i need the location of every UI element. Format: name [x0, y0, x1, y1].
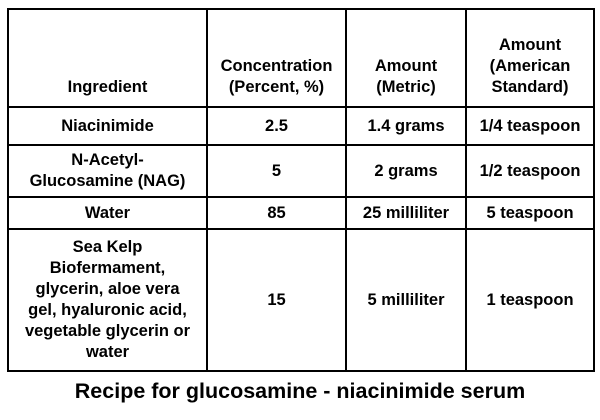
header-ingredient: Ingredient — [8, 9, 207, 107]
cell-concentration: 15 — [207, 229, 346, 371]
cell-ingredient: Water — [8, 197, 207, 229]
cell-concentration: 2.5 — [207, 107, 346, 145]
table-header-row — [8, 9, 594, 107]
cell-ingredient: N-Acetyl- Glucosamine (NAG) — [8, 145, 207, 197]
table-caption: Recipe for glucosamine - niacinimide serum — [74, 379, 526, 403]
cell-amount-metric: 1.4 grams — [346, 107, 466, 145]
header-amount-metric: Amount (Metric) — [346, 9, 466, 107]
header-amount-american: Amount (American Standard) — [466, 9, 594, 107]
table-row — [8, 107, 594, 145]
header-concentration: Concentration (Percent, %) — [207, 9, 346, 107]
cell-amount-american: 1/2 teaspoon — [466, 145, 594, 197]
cell-ingredient: Niacinimide — [8, 107, 207, 145]
cell-amount-metric: 2 grams — [346, 145, 466, 197]
recipe-table — [7, 8, 595, 372]
cell-concentration: 85 — [207, 197, 346, 229]
cell-amount-metric: 25 milliliter — [346, 197, 466, 229]
recipe-table-container — [7, 8, 595, 372]
table-row — [8, 229, 594, 371]
cell-amount-american: 5 teaspoon — [466, 197, 594, 229]
table-row — [8, 145, 594, 197]
cell-ingredient: Sea Kelp Biofermament, glycerin, aloe vera gel, hyaluronic acid, vegetable glycerin or water — [8, 229, 207, 371]
cell-concentration: 5 — [207, 145, 346, 197]
cell-amount-american: 1/4 teaspoon — [466, 107, 594, 145]
cell-amount-metric: 5 milliliter — [346, 229, 466, 371]
table-row — [8, 197, 594, 229]
cell-amount-american: 1 teaspoon — [466, 229, 594, 371]
